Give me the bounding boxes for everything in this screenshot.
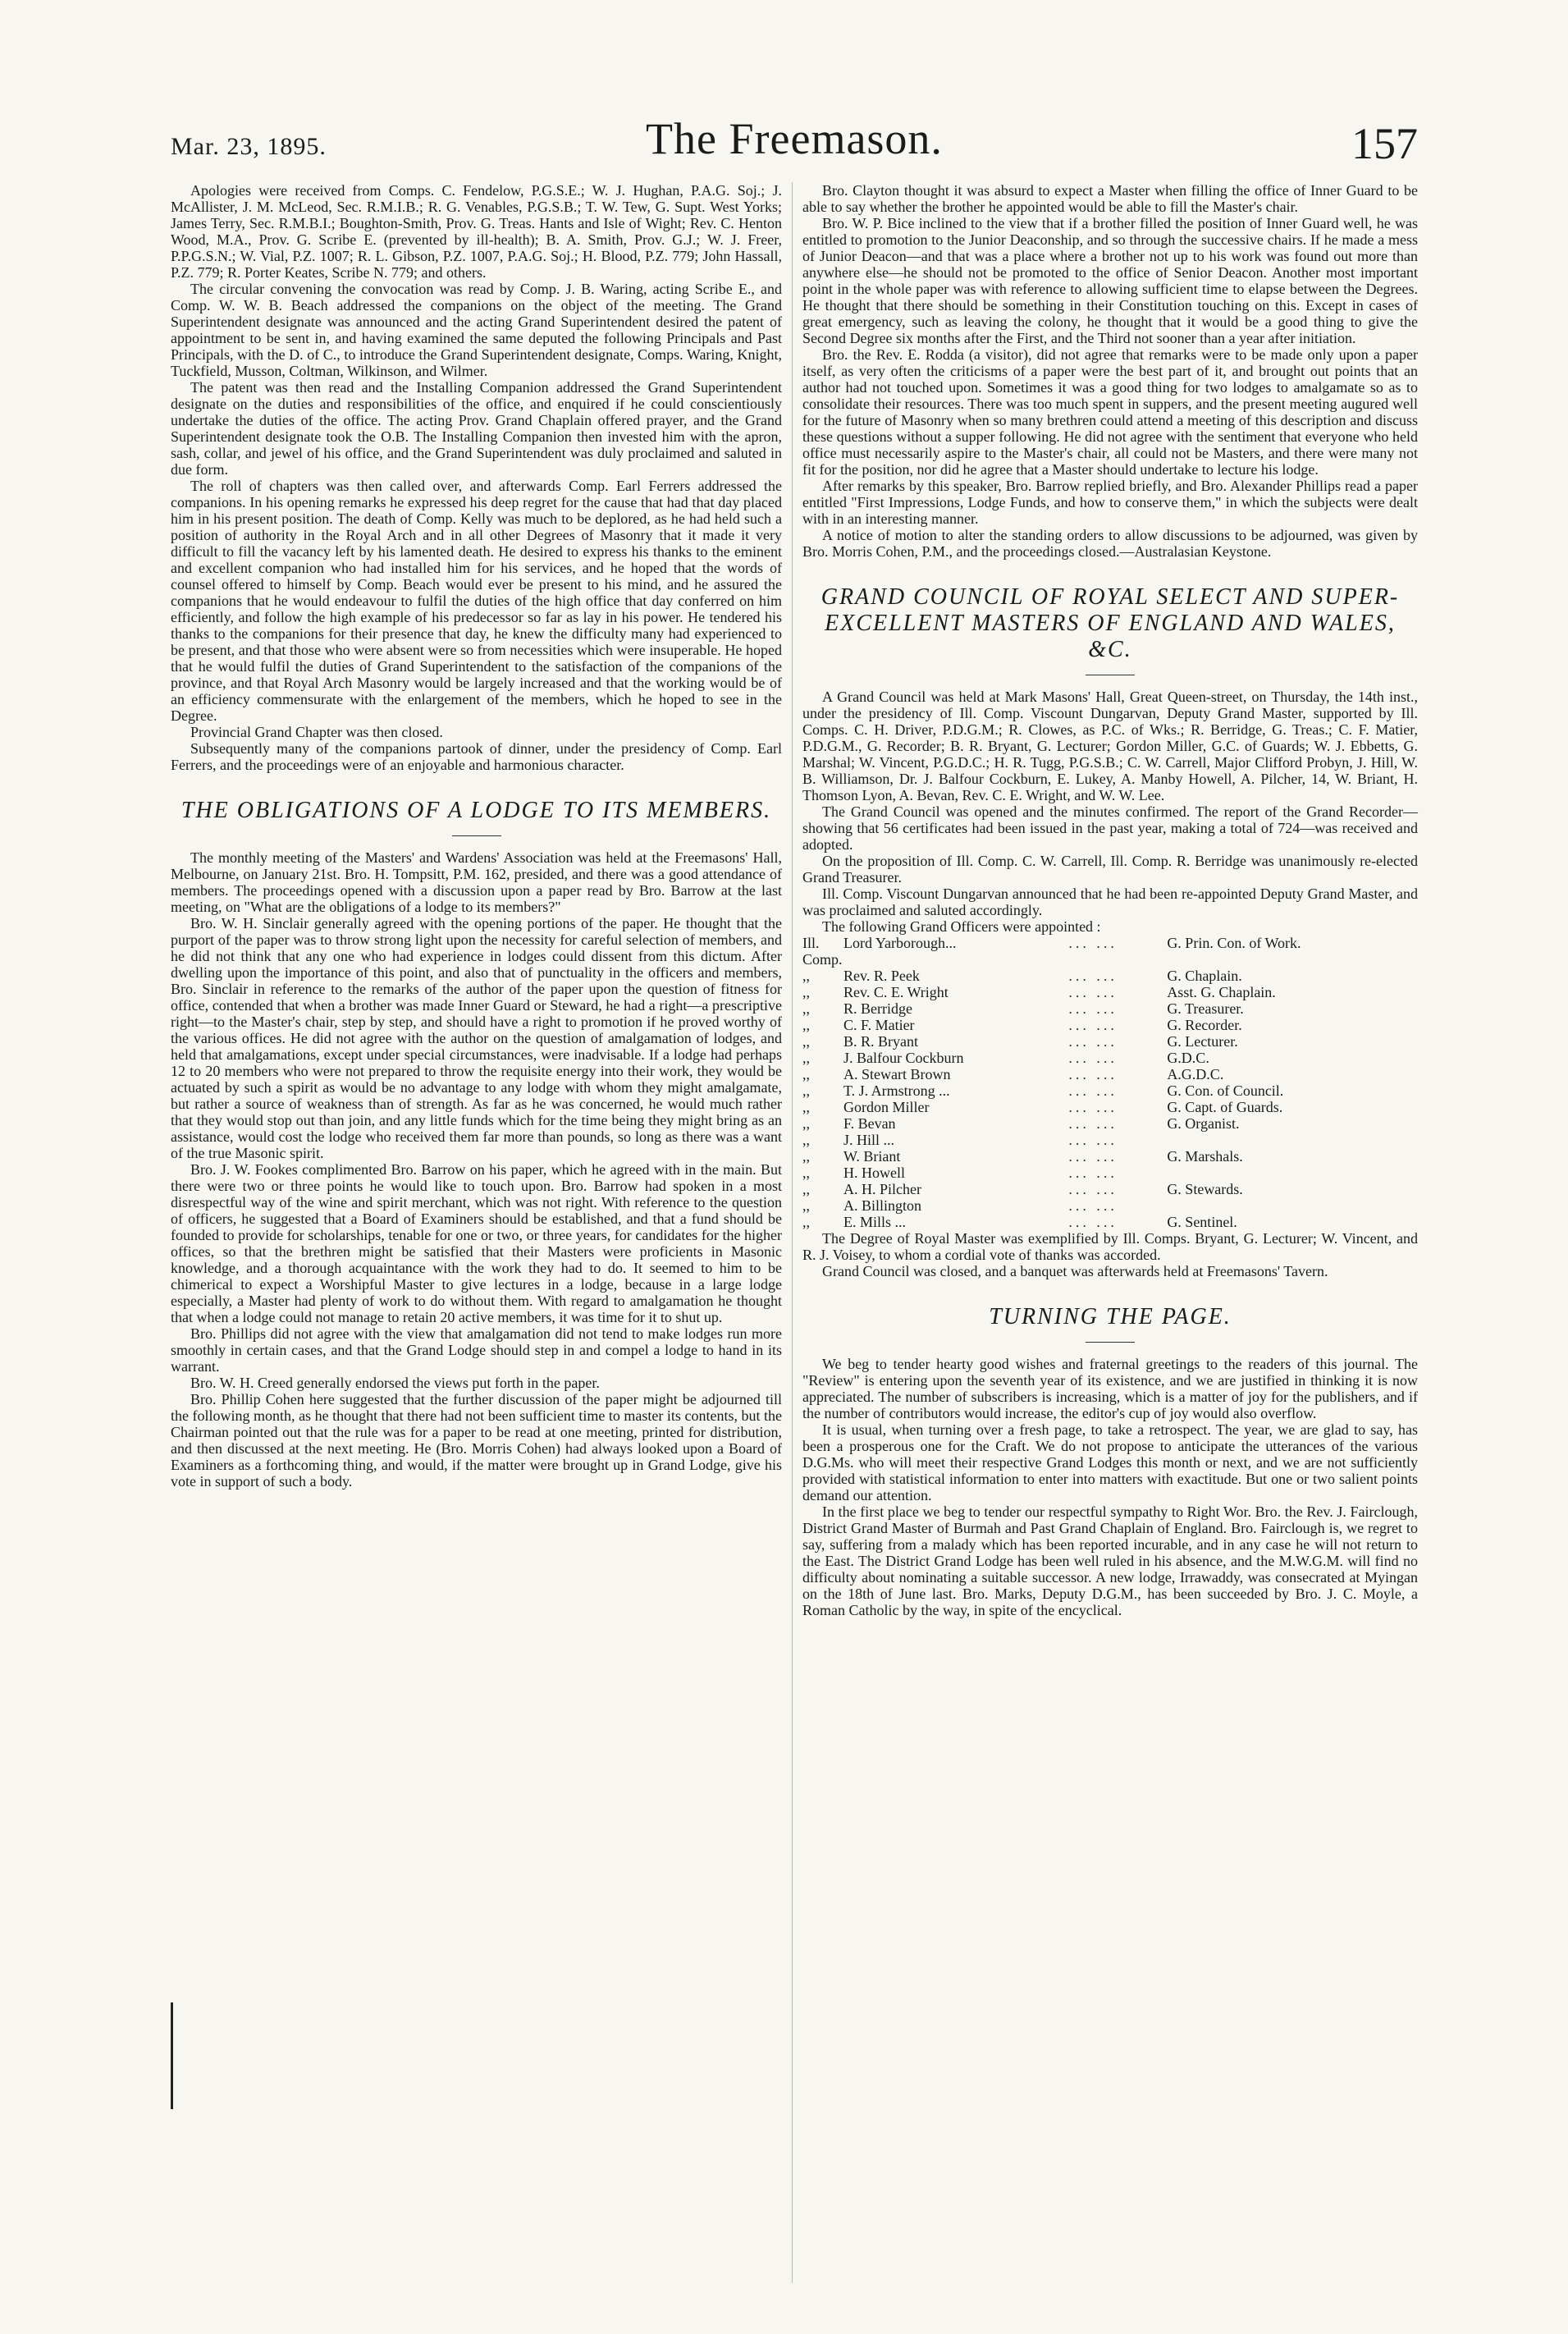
paragraph: The Grand Council was opened and the minutes confirmed. The report of the Grand Recorder—showing that 56 certificates had been issued in the past year, making a total of 724—was received and adopted. — [802, 803, 1418, 853]
officer-prefix: ,, — [802, 1181, 810, 1197]
paragraph: The following Grand Officers were appointed : — [822, 918, 1101, 935]
leader-dots: ... ... — [1068, 1066, 1118, 1082]
paragraph: A notice of motion to alter the standing orders to allow discussions to be adjourned, was given by Bro. Morris Cohen, P.M., and the proceedings closed.—Australasian Keystone. — [802, 527, 1418, 560]
officer-role: G. Sentinel. — [1167, 1214, 1237, 1230]
table-row — [802, 1000, 1418, 1017]
leader-dots: ... ... — [1068, 1082, 1118, 1099]
officer-name: A. H. Pilcher — [843, 1181, 921, 1197]
officer-name: J. Hill ... — [843, 1132, 895, 1148]
officer-name: Gordon Miller — [843, 1099, 930, 1115]
table-row — [802, 1214, 1418, 1230]
paragraph: Bro. Clayton thought it was absurd to expect a Master when filling the office of Inner Guard to be able to say whether the brother he appointed would be able to fill the Master's chair. — [802, 182, 1418, 215]
leader-dots: ... ... — [1068, 1181, 1118, 1197]
officer-role: A.G.D.C. — [1167, 1066, 1224, 1082]
right-column — [802, 182, 1418, 1618]
officer-role: G. Recorder. — [1167, 1017, 1242, 1033]
officer-role — [1167, 1165, 1418, 1181]
officer-name: B. R. Bryant — [843, 1033, 919, 1050]
table-row — [802, 1115, 1418, 1132]
table-row — [802, 1099, 1418, 1115]
paragraph: It is usual, when turning over a fresh page, to take a retrospect. The year, we are glad to say, has been a prosperous one for the Craft. We do not propose to anticipate the utterances of the various D.G.Ms. who will meet their respective Grand Lodges this month or next, and we are not sufficiently provided with statistical information to enter into matters with exactitude. But one or two salient points demand our attention. — [802, 1421, 1418, 1503]
officer-role: G. Con. of Council. — [1167, 1082, 1284, 1099]
leader-dots: ... ... — [1068, 1197, 1118, 1214]
officer-role: G. Organist. — [1167, 1115, 1240, 1132]
column-divider — [792, 182, 793, 2283]
officer-name: Rev. C. E. Wright — [843, 984, 949, 1000]
table-row — [802, 1148, 1418, 1165]
paragraph: Subsequently many of the companions partook of dinner, under the presidency of Comp. Earl Ferrers, and the proceedings were of an enjoyable and harmonious character. — [171, 740, 782, 773]
paragraph: After remarks by this speaker, Bro. Barrow replied briefly, and Bro. Alexander Phillips read a paper entitled "First Impressions, Lodge Funds, and how to conserve them," in which the subjects were dealt with in an interesting manner. — [802, 478, 1418, 527]
table-row — [802, 935, 1418, 968]
officer-name: F. Bevan — [843, 1115, 896, 1132]
table-row — [802, 1197, 1418, 1214]
officer-name: A. Stewart Brown — [843, 1066, 951, 1082]
table-row — [802, 1050, 1418, 1066]
table-row — [802, 1132, 1418, 1148]
leader-dots: ... ... — [1068, 1000, 1118, 1017]
paragraph: On the proposition of Ill. Comp. C. W. Carrell, Ill. Comp. R. Berridge was unanimously re-elected Grand Treasurer. — [802, 853, 1418, 886]
table-row — [802, 984, 1418, 1000]
page-number: 157 — [1351, 119, 1418, 168]
officer-prefix: ,, — [802, 1132, 810, 1148]
paragraph: The Degree of Royal Master was exemplified by Ill. Comps. Bryant, G. Lecturer; W. Vincent, and R. J. Voisey, to whom a cordial vote of thanks was accorded. — [802, 1230, 1418, 1263]
officer-name: Rev. R. Peek — [843, 968, 920, 984]
table-row — [802, 1017, 1418, 1033]
paragraph: Ill. Comp. Viscount Dungarvan announced that he had been re-appointed Deputy Grand Master, and was proclaimed and saluted accordingly. — [802, 886, 1418, 918]
section-heading: THE OBLIGATIONS OF A LODGE TO ITS MEMBERS. — [181, 798, 772, 823]
officer-name: C. F. Matier — [843, 1017, 915, 1033]
paragraph: Provincial Grand Chapter was then closed. — [190, 724, 443, 740]
newspaper-title: The Freemason. — [646, 114, 943, 163]
leader-dots: ... ... — [1068, 968, 1118, 984]
paragraph: Bro. the Rev. E. Rodda (a visitor), did not agree that remarks were to be made only upon a paper itself, as very often the criticisms of a paper were the best part of it, and brought out points that an author had not touched upon. Sometimes it was a good thing for two lodges to amalgamate so as to consolidate their resources. There was too much spent in suppers, and the present meeting augured well for the future of Masonry when so many brethren could attend a meeting of this description and discuss these questions without a supper following. He did not agree with the sentiment that everyone who held office must necessarily aspire to the Master's chair, all could not be Masters, and there were many not fit for the position, nor did he agree that a Master should undertake to lecture his lodge. — [802, 346, 1418, 478]
leader-dots: ... ... — [1068, 1115, 1118, 1132]
officer-role: G.D.C. — [1167, 1050, 1209, 1066]
officers-table — [802, 935, 1418, 1230]
officer-prefix: ,, — [802, 1066, 810, 1082]
officer-prefix: ,, — [802, 1017, 810, 1033]
leader-dots: ... ... — [1068, 935, 1118, 951]
table-row — [802, 1181, 1418, 1197]
paragraph: Grand Council was closed, and a banquet was afterwards held at Freemasons' Tavern. — [822, 1263, 1328, 1279]
table-row — [802, 1165, 1418, 1181]
paragraph: In the first place we beg to tender our respectful sympathy to Right Wor. Bro. the Rev. J. Fairclough, District Grand Master of Burmah and Past Grand Chaplain of England. Bro. Fairclough is, we regret to say, suffering from a malady which has been reported incurable, and in any case he will not return to the East. The District Grand Lodge has been well ruled in his absence, and the M.W.G.M. will find no difficulty about nominating a suitable successor. A new lodge, Irrawaddy, was consecrated at Myingan on the 18th of June last. Bro. Marks, Deputy D.G.M., has been succeeded by Bro. J. C. Moyle, a Roman Catholic by the way, in spite of the encyclical. — [802, 1503, 1418, 1618]
table-row — [802, 1066, 1418, 1082]
officer-role: G. Stewards. — [1167, 1181, 1243, 1197]
officer-role: G. Treasurer. — [1167, 1000, 1244, 1017]
section-heading: TURNING THE PAGE. — [989, 1304, 1232, 1329]
officer-role: Asst. G. Chaplain. — [1167, 984, 1276, 1000]
officer-prefix: ,, — [802, 1115, 810, 1132]
officer-role: G. Marshals. — [1167, 1148, 1243, 1165]
officer-prefix: ,, — [802, 1050, 810, 1066]
paragraph: The roll of chapters was then called over, and afterwards Comp. Earl Ferrers addressed the companions. In his opening remarks he expressed his deep regret for the cause that had that day placed him in his present position. The death of Comp. Kelly was much to be deplored, as he had held such a position of authority in the Royal Arch and in all other Degrees of Masonry that it made it very difficult to fill the vacancy left by his lamented death. He desired to express his thanks to the eminent and excellent companion who had installed him for his services, and he hoped that the words of counsel offered to himself by Comp. Beach would ever be present to his mind, and he assured the companions that he would endeavour to fulfil the duties of the high office that day conferred on him efficiently, and follow the high example of his predecessor so far as lay in his power. He tendered his thanks to the companions for their presence that day, he knew the difficulty many had experienced to be present, and that those who were absent were so from necessities which were insuperable. He hoped that he would fulfil the duties of Grand Superintendent to the satisfaction of the companions of the province, and that Royal Arch Masonry would be largely increased and that the working would be of an efficiency commensurate with the enlargement of the members, which he hoped to see in the Degree. — [171, 478, 782, 724]
leader-dots: ... ... — [1068, 1099, 1118, 1115]
leader-dots: ... ... — [1068, 1017, 1118, 1033]
officer-name: A. Billington — [843, 1197, 922, 1214]
leader-dots: ... ... — [1068, 1165, 1118, 1181]
heading-rule — [1086, 1342, 1135, 1343]
paragraph: Bro. Phillips did not agree with the view that amalgamation did not tend to make lodges run more smoothly in certain cases, and that the Grand Lodge should step in and compel a lodge to hand in its warrant. — [171, 1325, 782, 1375]
table-row — [802, 1033, 1418, 1050]
margin-mark — [171, 2002, 173, 2109]
paragraph: Apologies were received from Comps. C. Fendelow, P.G.S.E.; W. J. Hughan, P.A.G. Soj.; J. McAllister, J. M. McLeod, Sec. R.M.I.B.; R. G. Venables, P.G.S.B.; T. W. Tew, G. Supt. West Yorks; James Terry, Sec. R.M.B.I.; Boughton-Smith, Prov. G. Treas. Hants and Isle of Wight; Rev. C. Henton Wood, M.A., Prov. G. Scribe E. (prevented by ill-health); B. A. Smith, Prov. G.J.; W. J. Freer, P.P.G.S.N.; W. Vial, P.Z. 1007; R. L. Gibson, P.Z. 1007, P.A.G. Soj.; H. Blood, P.Z. 779; John Hassall, P.Z. 779; R. Porter Keates, Scribe N. 779; and others. — [171, 182, 782, 281]
officer-prefix: ,, — [802, 1165, 810, 1181]
officer-prefix: ,, — [802, 984, 810, 1000]
officer-role: G. Chaplain. — [1167, 968, 1242, 984]
officer-role: G. Lecturer. — [1167, 1033, 1238, 1050]
officer-role: G. Capt. of Guards. — [1167, 1099, 1283, 1115]
paragraph: Bro. W. H. Creed generally endorsed the views put forth in the paper. — [190, 1375, 600, 1391]
table-row — [802, 968, 1418, 984]
table-row — [802, 1082, 1418, 1099]
officer-name: E. Mills ... — [843, 1214, 907, 1230]
officer-prefix: ,, — [802, 1099, 810, 1115]
officer-role: G. Prin. Con. of Work. — [1167, 935, 1301, 951]
masthead — [171, 113, 1418, 179]
paragraph: Bro. W. P. Bice inclined to the view that if a brother filled the position of Inner Guard well, he was entitled to promotion to the Junior Deaconship, and so through the successive chairs. If he made a mess of Junior Deacon—and that was a place where a brother not up to his work was found out more than anywhere else—he should not be promoted to the office of Senior Deacon. Another most important point in the whole paper was with reference to allowing sufficient time to elapse between the Degrees. He thought that there should be something in their Constitution touching on this. Except in cases of great emergency, such as leaving the colony, he thought that it would be a good thing to give the Second Degree six months after the First, and the Third not sooner than a year after initiation. — [802, 215, 1418, 346]
officer-role — [1167, 1132, 1418, 1148]
paragraph: We beg to tender hearty good wishes and fraternal greetings to the readers of this journal. The "Review" is entering upon the seventh year of its existence, and we are justified in thinking it is now appreciated. The number of subscribers is increasing, which is a matter of joy for the publishers, and if the number of contributors would increase, the editor's cup of joy would also overflow. — [802, 1356, 1418, 1421]
leader-dots: ... ... — [1068, 1214, 1118, 1230]
leader-dots: ... ... — [1068, 984, 1118, 1000]
paragraph: The circular convening the convocation was read by Comp. J. B. Waring, acting Scribe E., and Comp. W. W. B. Beach addressed the companions on the object of the meeting. The Grand Superintendent designate was announced and the acting Grand Superintendent desired the patent of appointment to be sent in, and having examined the same deputed the following Principals and Past Principals, with the D. of C., to introduce the Grand Superintendent designate, Comps. Waring, Knight, Tuckfield, Musson, Coltman, Wilkinson, and Wilmer. — [171, 281, 782, 379]
officer-prefix: Ill. Comp. — [802, 935, 843, 968]
officer-prefix: ,, — [802, 968, 810, 984]
officer-prefix: ,, — [802, 1033, 810, 1050]
officer-prefix: ,, — [802, 1000, 810, 1017]
officer-name: R. Berridge — [843, 1000, 912, 1017]
officer-name: J. Balfour Cockburn — [843, 1050, 964, 1066]
paragraph: The monthly meeting of the Masters' and Wardens' Association was held at the Freemasons' Hall, Melbourne, on January 21st. Bro. H. Tompsitt, P.M. 162, presided, and there was a good attendance of members. The proceedings opened with a discussion upon a paper read by Bro. Barrow at the last meeting, on "What are the obligations of a lodge to its members?" — [171, 849, 782, 915]
officer-prefix: ,, — [802, 1214, 810, 1230]
heading-rule — [452, 835, 501, 836]
leader-dots: ... ... — [1068, 1050, 1118, 1066]
leader-dots: ... ... — [1068, 1033, 1118, 1050]
issue-date: Mar. 23, 1895. — [171, 133, 327, 160]
paragraph: Bro. Phillip Cohen here suggested that the further discussion of the paper might be adjourned till the following month, as he thought that there had not been sufficient time to master its contents, but the Chairman pointed out that the rule was for a paper to be read at one meeting, printed for distribution, and then discussed at the next meeting. He (Bro. Morris Cohen) had always looked upon a Board of Examiners as a forthcoming thing, and would, if the matter were brought up in Grand Lodge, give his vote in support of such a body. — [171, 1391, 782, 1490]
officer-name: W. Briant — [843, 1148, 901, 1165]
paragraph: A Grand Council was held at Mark Masons' Hall, Great Queen-street, on Thursday, the 14th inst., under the presidency of Ill. Comp. Viscount Dungarvan, Deputy Grand Master, supported by Ill. Comps. C. H. Driver, P.D.G.M.; R. Clowes, as P.C. of Wks.; R. Berridge, G. Treas.; C. F. Matier, P.D.G.M., G. Recorder; B. R. Bryant, G. Lecturer; Gordon Miller, G.C. of Guards; W. J. Ebbetts, G. Marshal; W. Vincent, P.G.D.C.; H. R. Tugg, P.G.S.B.; C. W. Carrell, Major Clifford Probyn, J. Hill, W. B. Williamson, Dr. J. Balfour Cockburn, E. Lukey, A. Manby Howell, A. Pilcher, 14, W. Briant, H. Thomson Lyon, A. Bevan, Rev. C. E. Wright, and W. W. Lee. — [802, 689, 1418, 803]
officer-name: H. Howell — [843, 1165, 905, 1181]
officer-name: T. J. Armstrong ... — [843, 1082, 950, 1099]
officer-prefix: ,, — [802, 1148, 810, 1165]
leader-dots: ... ... — [1068, 1148, 1118, 1165]
left-column — [171, 182, 782, 1490]
officer-role — [1167, 1197, 1418, 1214]
paragraph: Bro. J. W. Fookes complimented Bro. Barrow on his paper, which he agreed with in the main. But there were two or three points he would like to touch upon. Bro. Barrow had spoken in a most disrespectful way of the wine and spirit merchant, which was not right. With reference to the question of officers, he suggested that a Board of Examiners should be established, and that a fund should be founded to provide for scholarships, tenable for one or two, or three years, for candidates for the higher offices, so that the brethren might be satisfied that their Masters were proficients in Masonic knowledge, and a thorough acquaintance with the work they had to do. It seemed to him to be chimerical to expect a Worshipful Master to give lectures in a lodge, because in a large lodge especially, a Master had plenty of work to do without them. With regard to amalgamation he thought that when a lodge could not manage to retain 20 active members, it was time for it to shut up. — [171, 1161, 782, 1325]
section-heading: GRAND COUNCIL OF ROYAL SELECT AND SUPER-EXCELLENT MASTERS OF ENGLAND AND WALES, &C. — [821, 584, 1400, 662]
leader-dots: ... ... — [1068, 1132, 1118, 1148]
officer-prefix: ,, — [802, 1197, 810, 1214]
officer-name: Lord Yarborough... — [843, 935, 957, 951]
paragraph: Bro. W. H. Sinclair generally agreed with the opening portions of the paper. He thought that the purport of the paper was to throw strong light upon the necessity for careful selection of members, and he did not think that any one who had experience in lodges could dissent from this dictum. After dwelling upon the importance of this point, and also that of punctuality in the officers and members, Bro. Sinclair in reference to the remarks of the author of the paper upon the question of fitness for office, contended that when a brother was made Inner Guard or Steward, he had a right—a prescriptive right—to the Master's chair, step by step, and should have a right to promotion if he proved worthy of the various offices. He did not agree with the author on the question of amalgamation of lodges, and held that amalgamations, except under special circumstances, were inadvisable. If a lodge had perhaps 12 to 20 members who were not prepared to throw the requisite energy into their work, they would be actuated by such a spirit as would be no advantage to any lodge with whom they might amalgamate, but rather a source of weakness than of strength. As far as he was concerned, he would much rather that they would stop out than join, and any little funds which for the time being they might bring as an assistance, would cost the lodge who received them far more than pounds, so long as there was a want of the true Masonic spirit. — [171, 915, 782, 1161]
officer-prefix: ,, — [802, 1082, 810, 1099]
paragraph: The patent was then read and the Installing Companion addressed the Grand Superintendent designate on the duties and responsibilities of the office, and enquired if he could conscientiously undertake the duties of the office. The acting Prov. Grand Chaplain offered prayer, and the Grand Superintendent designate took the O.B. The Installing Companion then invested him with the apron, sash, collar, and jewel of his office, and the Grand Superintendent was duly proclaimed and saluted in due form. — [171, 379, 782, 478]
